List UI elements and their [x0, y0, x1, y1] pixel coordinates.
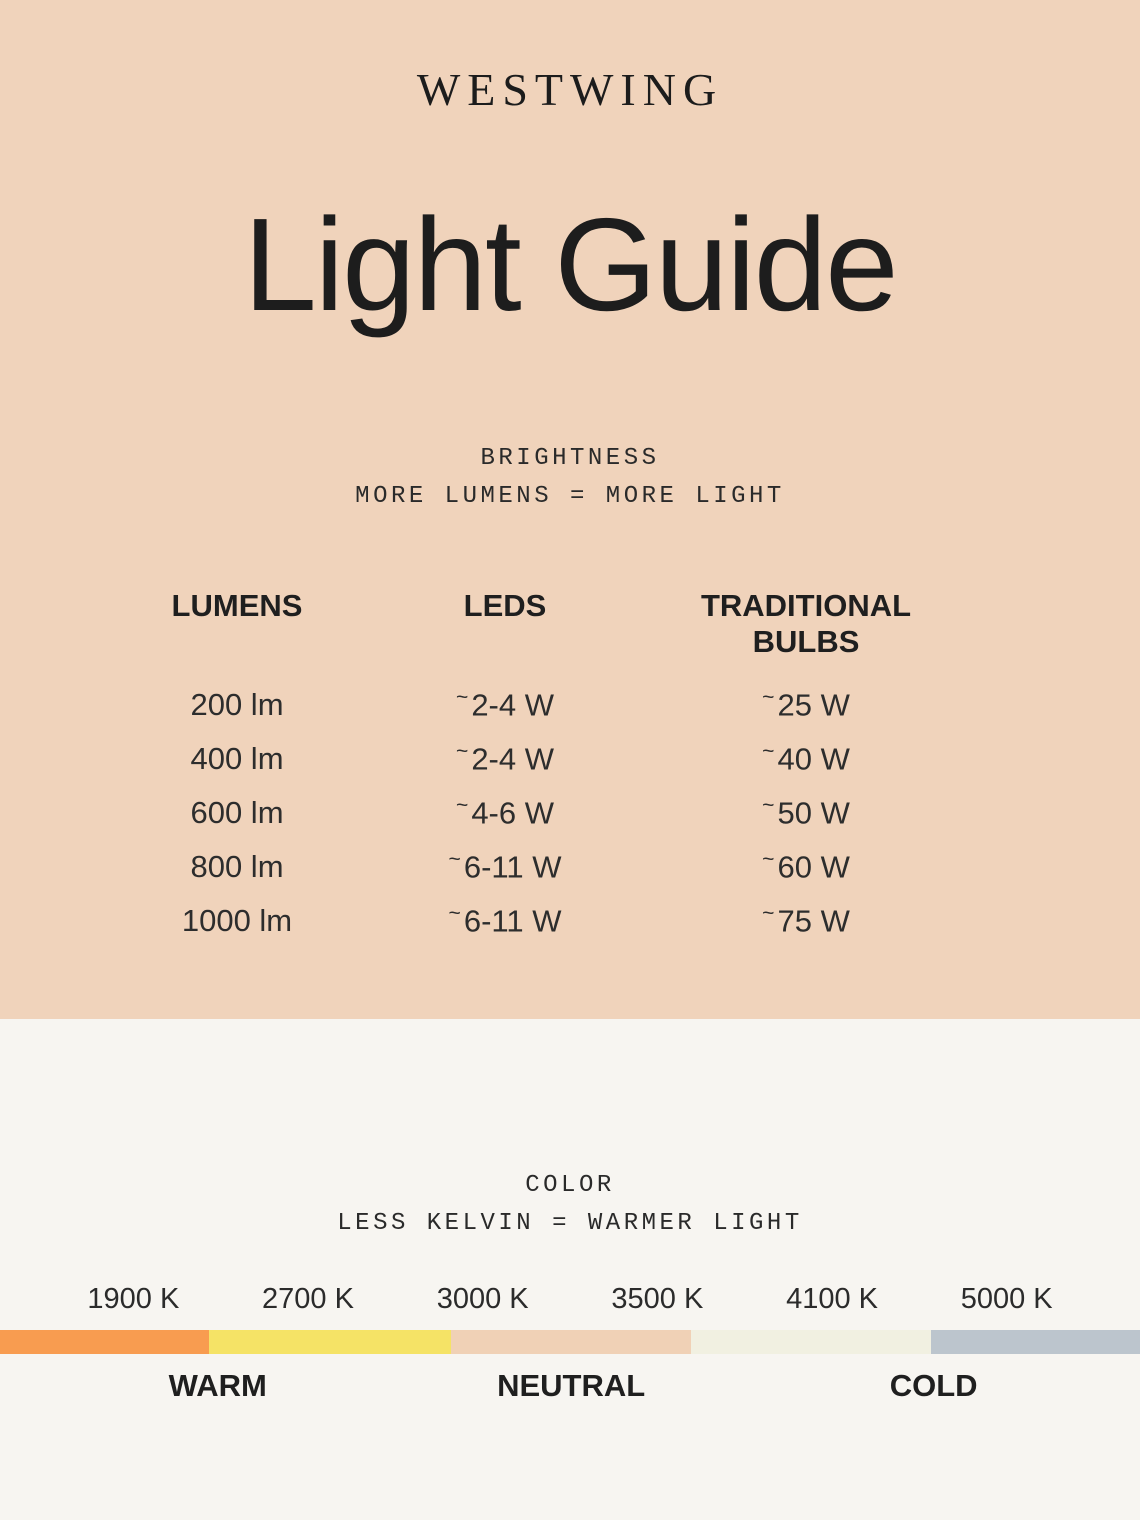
bar-segment-warm-yellow — [209, 1330, 452, 1354]
bulb-watt-value — [646, 686, 966, 723]
bar-segment-warm-orange — [0, 1330, 209, 1354]
led-watt-value — [364, 794, 646, 831]
bulb-watt-text: 60 W — [777, 849, 850, 885]
led-watt-text: 4-6 W — [471, 795, 554, 831]
lumen-conversion-table — [0, 588, 1140, 948]
kelvin-label-5000: 5000 K — [960, 1283, 1053, 1315]
brightness-subheading: MORE LUMENS = MORE LIGHT — [355, 483, 785, 510]
bulb-watt-text: 75 W — [777, 903, 850, 939]
led-watt-text: 2-4 W — [471, 741, 554, 777]
approx-symbol: ~ — [448, 902, 461, 926]
table-row — [110, 894, 1140, 948]
lumens-value: 400 lm — [190, 741, 284, 776]
bulb-watt-text: 50 W — [777, 795, 850, 831]
approx-symbol: ~ — [762, 740, 775, 764]
column-header-leds: LEDS — [463, 588, 547, 623]
zone-label-cold: COLD — [889, 1368, 978, 1403]
zone-label-warm: WARM — [168, 1368, 267, 1403]
kelvin-label-row — [0, 1283, 1140, 1316]
approx-symbol: ~ — [762, 902, 775, 926]
approx-symbol: ~ — [456, 686, 469, 710]
column-header-traditional-bulbs: TRADITIONAL BULBS — [700, 588, 912, 659]
kelvin-label-3000: 3000 K — [436, 1283, 529, 1315]
bar-segment-cold-blue — [931, 1330, 1140, 1354]
table-row — [110, 786, 1140, 840]
bulb-watt-text: 40 W — [777, 741, 850, 777]
bulb-watt-text: 25 W — [777, 687, 850, 723]
bulb-watt-value — [646, 794, 966, 831]
color-section — [0, 1019, 1140, 1520]
table-header-row — [110, 588, 1140, 660]
led-watt-value — [364, 902, 646, 939]
bulb-watt-value — [646, 740, 966, 777]
brand-logo: WESTWING — [416, 64, 724, 115]
bar-segment-neutral-tan — [451, 1330, 690, 1354]
table-row — [110, 732, 1140, 786]
lumens-value: 1000 lm — [181, 903, 293, 938]
approx-symbol: ~ — [762, 848, 775, 872]
kelvin-label-1900: 1900 K — [87, 1283, 180, 1315]
led-watt-text: 6-11 W — [463, 849, 562, 885]
lumens-value: 600 lm — [190, 795, 284, 830]
approx-symbol: ~ — [762, 686, 775, 710]
led-watt-text: 2-4 W — [471, 687, 554, 723]
approx-symbol: ~ — [448, 848, 461, 872]
approx-symbol: ~ — [456, 794, 469, 818]
table-body — [0, 678, 1140, 948]
column-header-lumens: LUMENS — [171, 588, 303, 623]
table-row — [110, 840, 1140, 894]
bar-segment-neutral-cream — [691, 1330, 932, 1354]
kelvin-label-2700: 2700 K — [262, 1283, 354, 1315]
approx-symbol: ~ — [456, 740, 469, 764]
lumens-value: 200 lm — [190, 687, 284, 722]
kelvin-label-4100: 4100 K — [786, 1283, 878, 1315]
approx-symbol: ~ — [762, 794, 775, 818]
table-row — [110, 678, 1140, 732]
color-heading: COLOR — [525, 1172, 615, 1199]
kelvin-label-3500: 3500 K — [611, 1283, 704, 1315]
color-subheading: LESS KELVIN = WARMER LIGHT — [337, 1210, 803, 1237]
led-watt-value — [364, 740, 646, 777]
led-watt-value — [364, 848, 646, 885]
zone-label-neutral: NEUTRAL — [497, 1368, 646, 1403]
lumens-value: 800 lm — [190, 849, 284, 884]
page-title: Light Guide — [243, 191, 897, 338]
color-temperature-bar — [0, 1330, 1140, 1354]
brightness-heading: BRIGHTNESS — [480, 445, 660, 472]
led-watt-value — [364, 686, 646, 723]
zone-label-row — [0, 1368, 1140, 1408]
bulb-watt-value — [646, 902, 966, 939]
bulb-watt-value — [646, 848, 966, 885]
led-watt-text: 6-11 W — [463, 903, 562, 939]
